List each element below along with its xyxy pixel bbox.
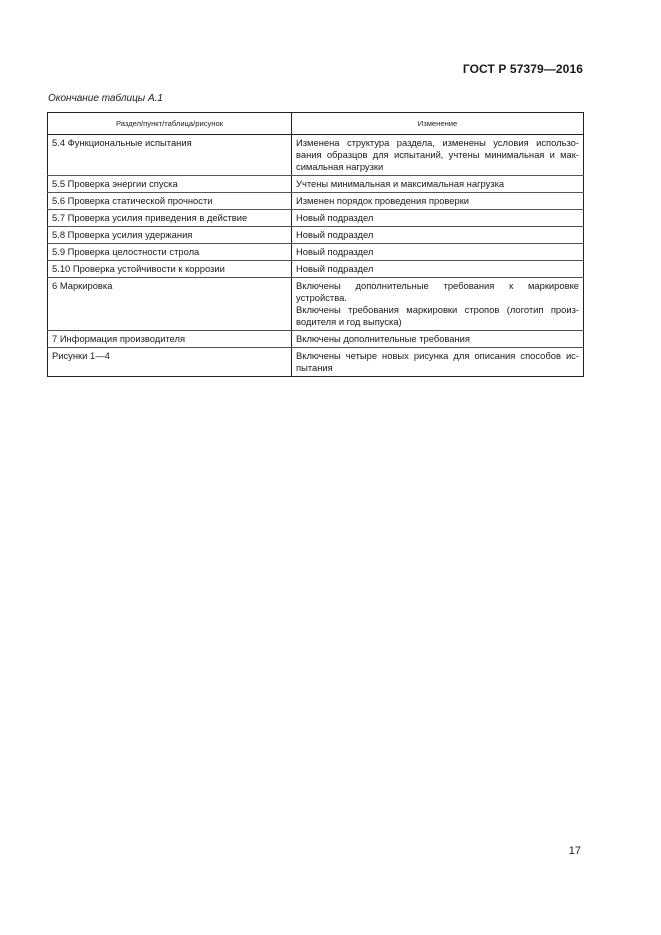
section-cell: 5.5 Проверка энергии спуска [48, 176, 292, 193]
section-cell: 5.6 Проверка статической прочности [48, 193, 292, 210]
change-cell [292, 261, 584, 278]
column-header-section: Раздел/пункт/таблица/рисунок [48, 113, 292, 135]
change-line: пытания [296, 362, 333, 373]
section-cell: 5.8 Проверка усилия удержания [48, 227, 292, 244]
change-line: Новый подраздел [296, 246, 374, 257]
page-number: 17 [568, 845, 581, 857]
section-cell: 5.4 Функциональные испытания [48, 135, 292, 176]
changes-table [47, 112, 584, 377]
document-code: ГОСТ Р 57379—2016 [462, 62, 583, 76]
table-row [48, 176, 584, 193]
table-header-row [48, 113, 584, 135]
change-line: устройства. [296, 292, 347, 303]
table-row [48, 135, 584, 176]
change-cell [292, 227, 584, 244]
change-cell [292, 348, 584, 377]
change-line: Учтены минимальная и максимальная нагрузка [296, 178, 505, 189]
section-cell: 6 Маркировка [48, 278, 292, 331]
section-cell: 5.10 Проверка устойчивости к коррозии [48, 261, 292, 278]
change-line: Изменен порядок проведения проверки [296, 195, 470, 206]
change-line: Включены дополнительные требования [296, 333, 470, 344]
change-cell [292, 135, 584, 176]
change-line: Включены четыре новых рисунка для описания способов ис- [296, 350, 579, 361]
change-cell [292, 210, 584, 227]
column-header-change: Изменение [292, 113, 584, 135]
table-row [48, 244, 584, 261]
change-cell [292, 176, 584, 193]
table-caption: Окончание таблицы А.1 [48, 93, 163, 104]
change-line: Включены дополнительные требования к маркировке [296, 280, 579, 291]
section-cell: 7 Информация производителя [48, 331, 292, 348]
table-row [48, 261, 584, 278]
change-line: Включены требования маркировки стропов (логотип произ- [296, 304, 579, 315]
change-line: водителя и год выпуска) [296, 316, 402, 327]
section-cell: Рисунки 1—4 [48, 348, 292, 377]
change-line: Новый подраздел [296, 263, 374, 274]
table-row [48, 278, 584, 331]
change-line: симальная нагрузки [296, 161, 384, 172]
change-line: вания образцов для испытаний, учтены минимальная и мак- [296, 149, 579, 160]
change-cell [292, 331, 584, 348]
change-line: Новый подраздел [296, 229, 374, 240]
table-row [48, 227, 584, 244]
table-row [48, 210, 584, 227]
change-cell [292, 278, 584, 331]
change-cell [292, 193, 584, 210]
section-cell: 5.9 Проверка целостности строла [48, 244, 292, 261]
change-cell [292, 244, 584, 261]
change-line: Новый подраздел [296, 212, 374, 223]
change-line: Изменена структура раздела, изменены условия использо- [296, 137, 579, 148]
table-row [48, 193, 584, 210]
table-row [48, 348, 584, 377]
section-cell: 5.7 Проверка усилия приведения в действие [48, 210, 292, 227]
table-row [48, 331, 584, 348]
